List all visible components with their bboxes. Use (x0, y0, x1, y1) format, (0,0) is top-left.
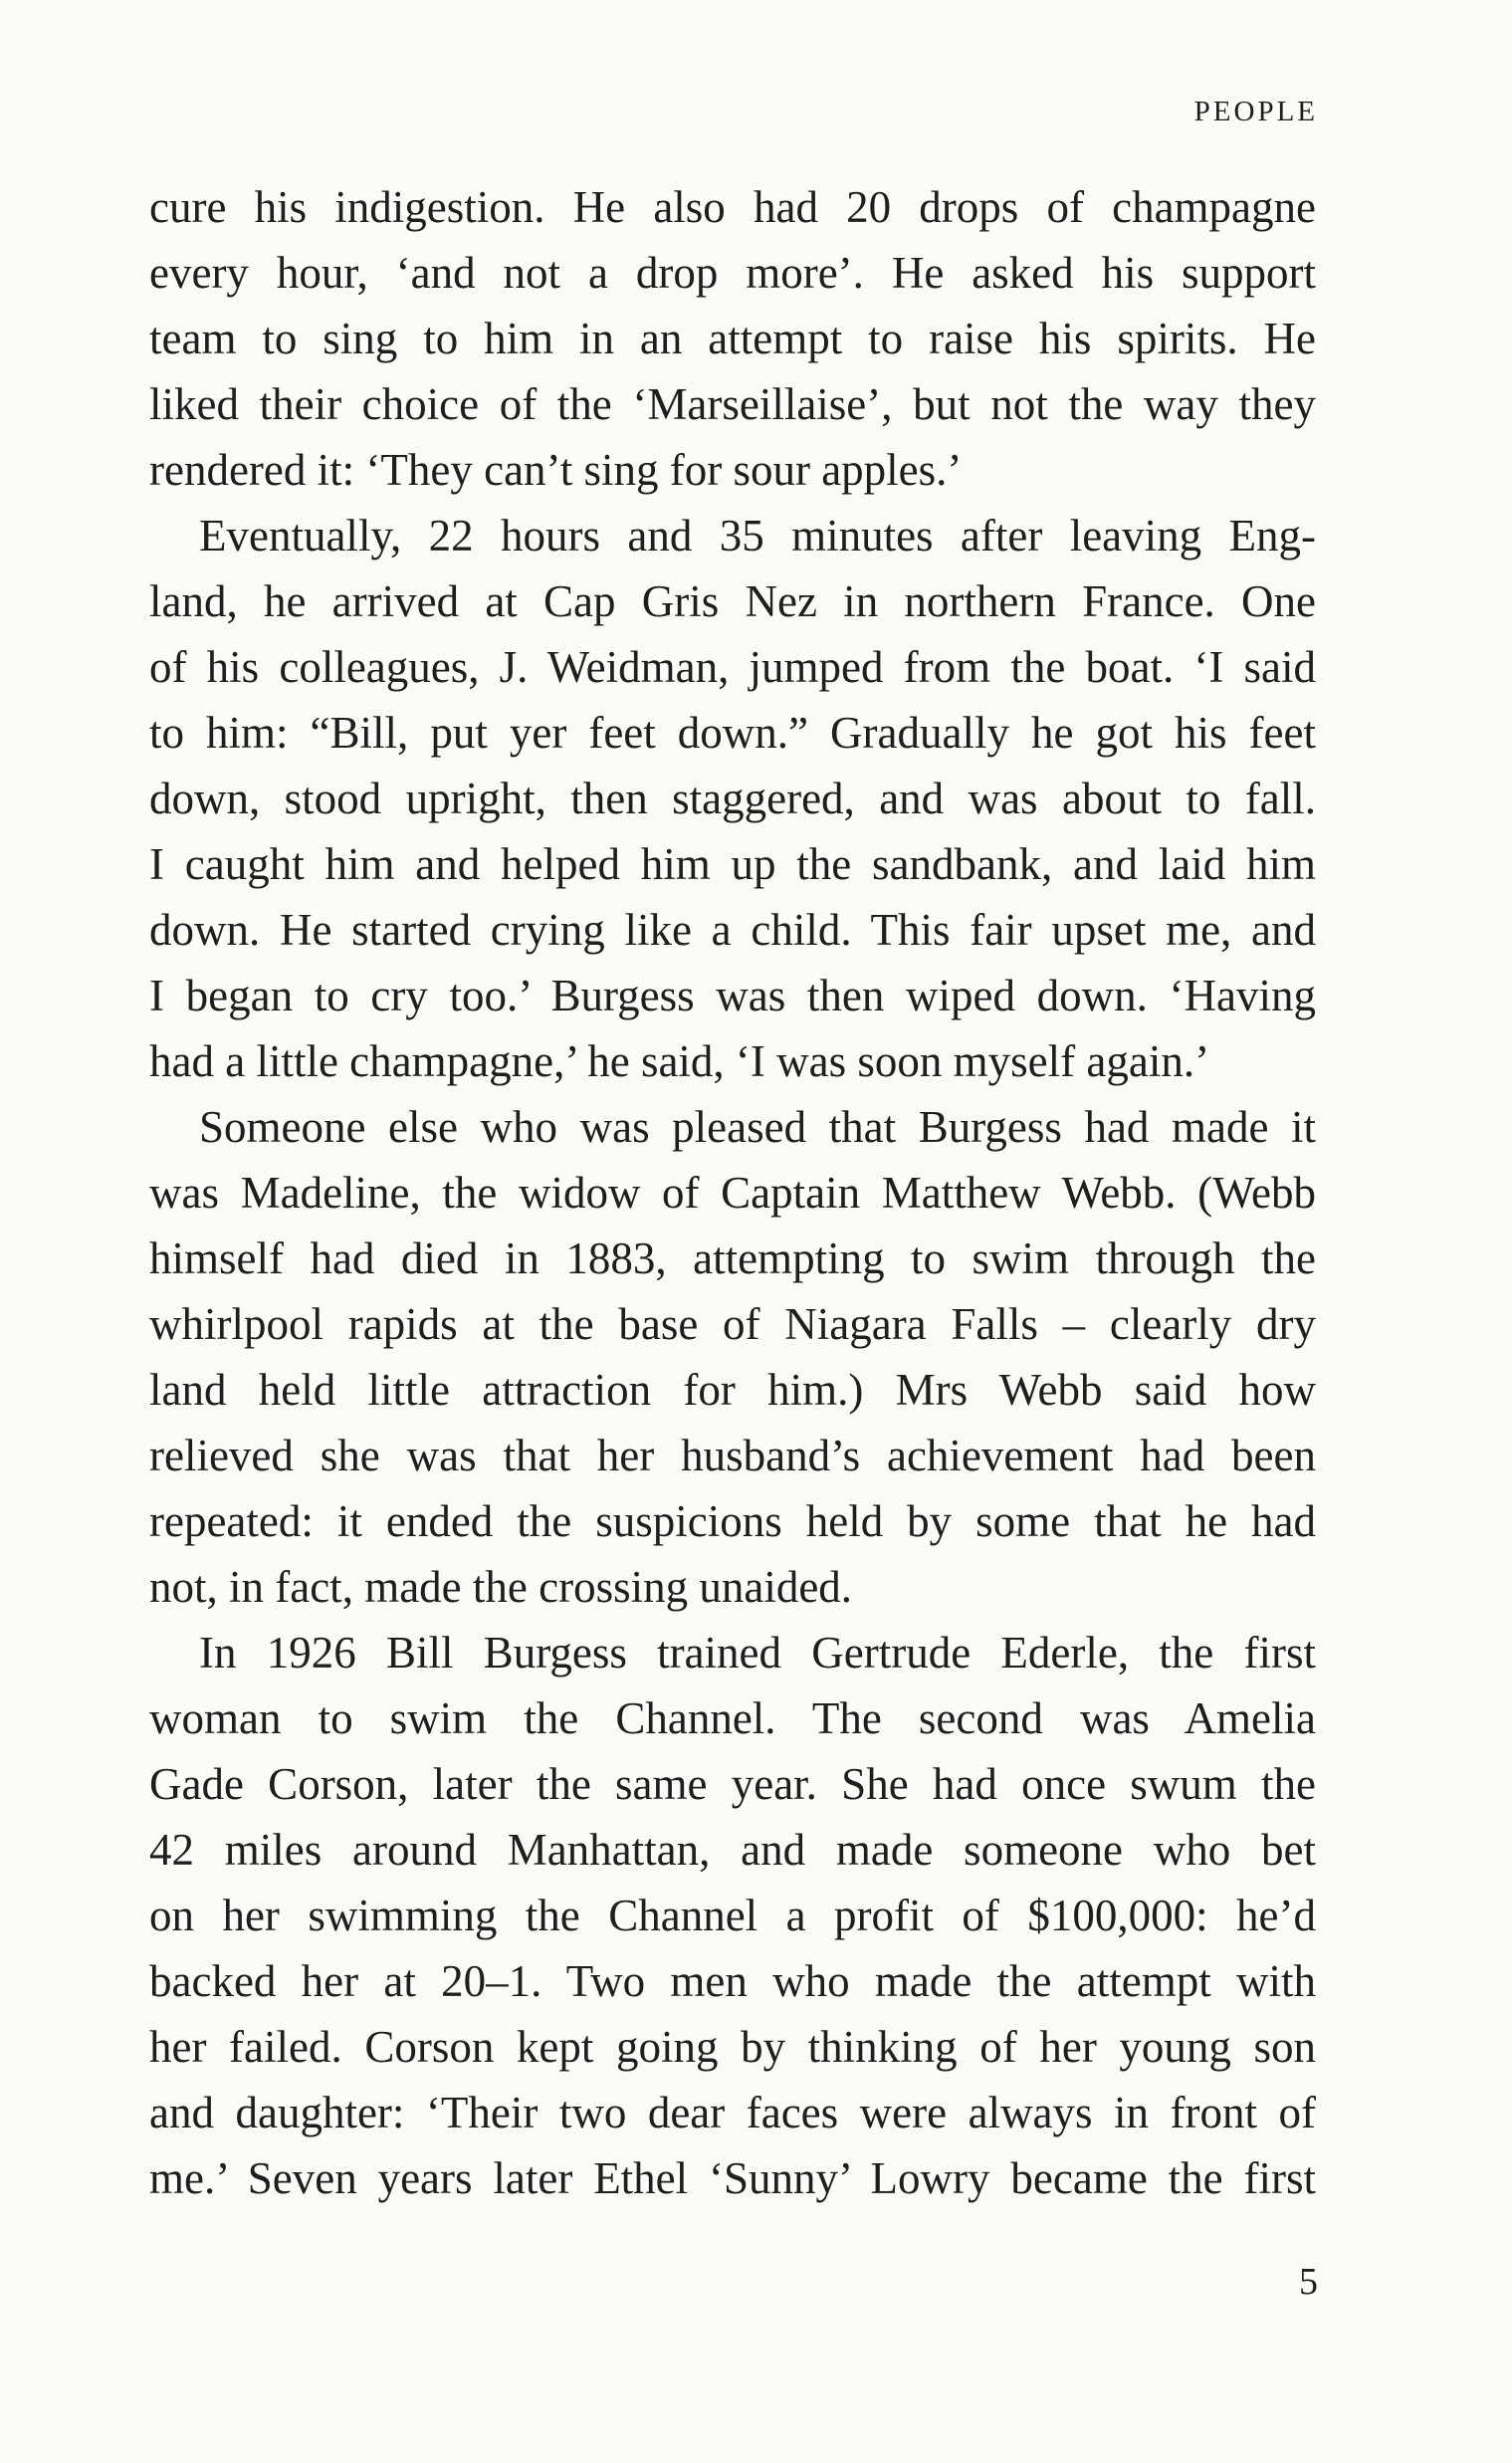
text-line: me.’ Seven years later Ethel ‘Sunny’ Lowry became the first (149, 2153, 1316, 2203)
text-line: 42 miles around Manhattan, and made someone who bet (149, 1825, 1316, 1875)
text-line: whirlpool rapids at the base of Niagara Falls – clearly dry (149, 1299, 1316, 1349)
text-line: backed her at 20–1. Two men who made the attempt with (149, 1956, 1316, 2006)
text-line: land held little attraction for him.) Mrs Webb said how (149, 1365, 1316, 1415)
text-line: down. He started crying like a child. This fair upset me, and (149, 905, 1316, 955)
running-head: PEOPLE (1193, 96, 1318, 127)
paragraph (149, 1094, 1316, 1620)
text-line: team to sing to him in an attempt to raise his spirits. He (149, 314, 1316, 363)
text-line: was Madeline, the widow of Captain Matthew Webb. (Webb (149, 1168, 1316, 1218)
text-line: repeated: it ended the suspicions held by some that he had (149, 1496, 1316, 1546)
text-line: not, in fact, made the crossing unaided. (149, 1562, 853, 1612)
page-number: 5 (1299, 2261, 1318, 2303)
text-line: to him: “Bill, put yer feet down.” Gradually he got his feet (149, 708, 1316, 758)
text-line: had a little champagne,’ he said, ‘I was soon myself again.’ (149, 1036, 1210, 1086)
text-line: and daughter: ‘Their two dear faces were always in front of (149, 2088, 1316, 2137)
text-line: of his colleagues, J. Weidman, jumped from the boat. ‘I said (149, 642, 1316, 692)
text-line: every hour, ‘and not a drop more’. He asked his support (149, 248, 1316, 298)
paragraph (149, 1620, 1316, 2211)
paragraph (149, 503, 1316, 1094)
text-line: In 1926 Bill Burgess trained Gertrude Ederle, the first (199, 1628, 1316, 1678)
text-line: on her swimming the Channel a profit of $100,000: he’d (149, 1891, 1316, 1940)
body-text (149, 174, 1316, 2211)
text-line: liked their choice of the ‘Marseillaise’, but not the way they (149, 379, 1316, 429)
text-line: himself had died in 1883, attempting to swim through the (149, 1233, 1316, 1283)
text-line: Gade Corson, later the same year. She had once swum the (149, 1759, 1316, 1809)
text-line: I caught him and helped him up the sandbank, and laid him (149, 839, 1316, 889)
text-line: down, stood upright, then staggered, and was about to fall. (149, 774, 1316, 823)
text-line: relieved she was that her husband’s achievement had been (149, 1431, 1316, 1480)
text-line: I began to cry too.’ Burgess was then wiped down. ‘Having (149, 971, 1316, 1020)
paragraph (149, 174, 1316, 503)
text-line: land, he arrived at Cap Gris Nez in northern France. One (149, 576, 1316, 626)
text-line: her failed. Corson kept going by thinking of her young son (149, 2022, 1316, 2072)
text-line: Eventually, 22 hours and 35 minutes after leaving Eng- (199, 511, 1316, 560)
text-line: woman to swim the Channel. The second was Amelia (149, 1693, 1316, 1743)
text-line: Someone else who was pleased that Burgess had made it (199, 1102, 1316, 1152)
text-line: cure his indigestion. He also had 20 drops of champagne (149, 182, 1316, 232)
text-line: rendered it: ‘They can’t sing for sour apples.’ (149, 445, 963, 495)
